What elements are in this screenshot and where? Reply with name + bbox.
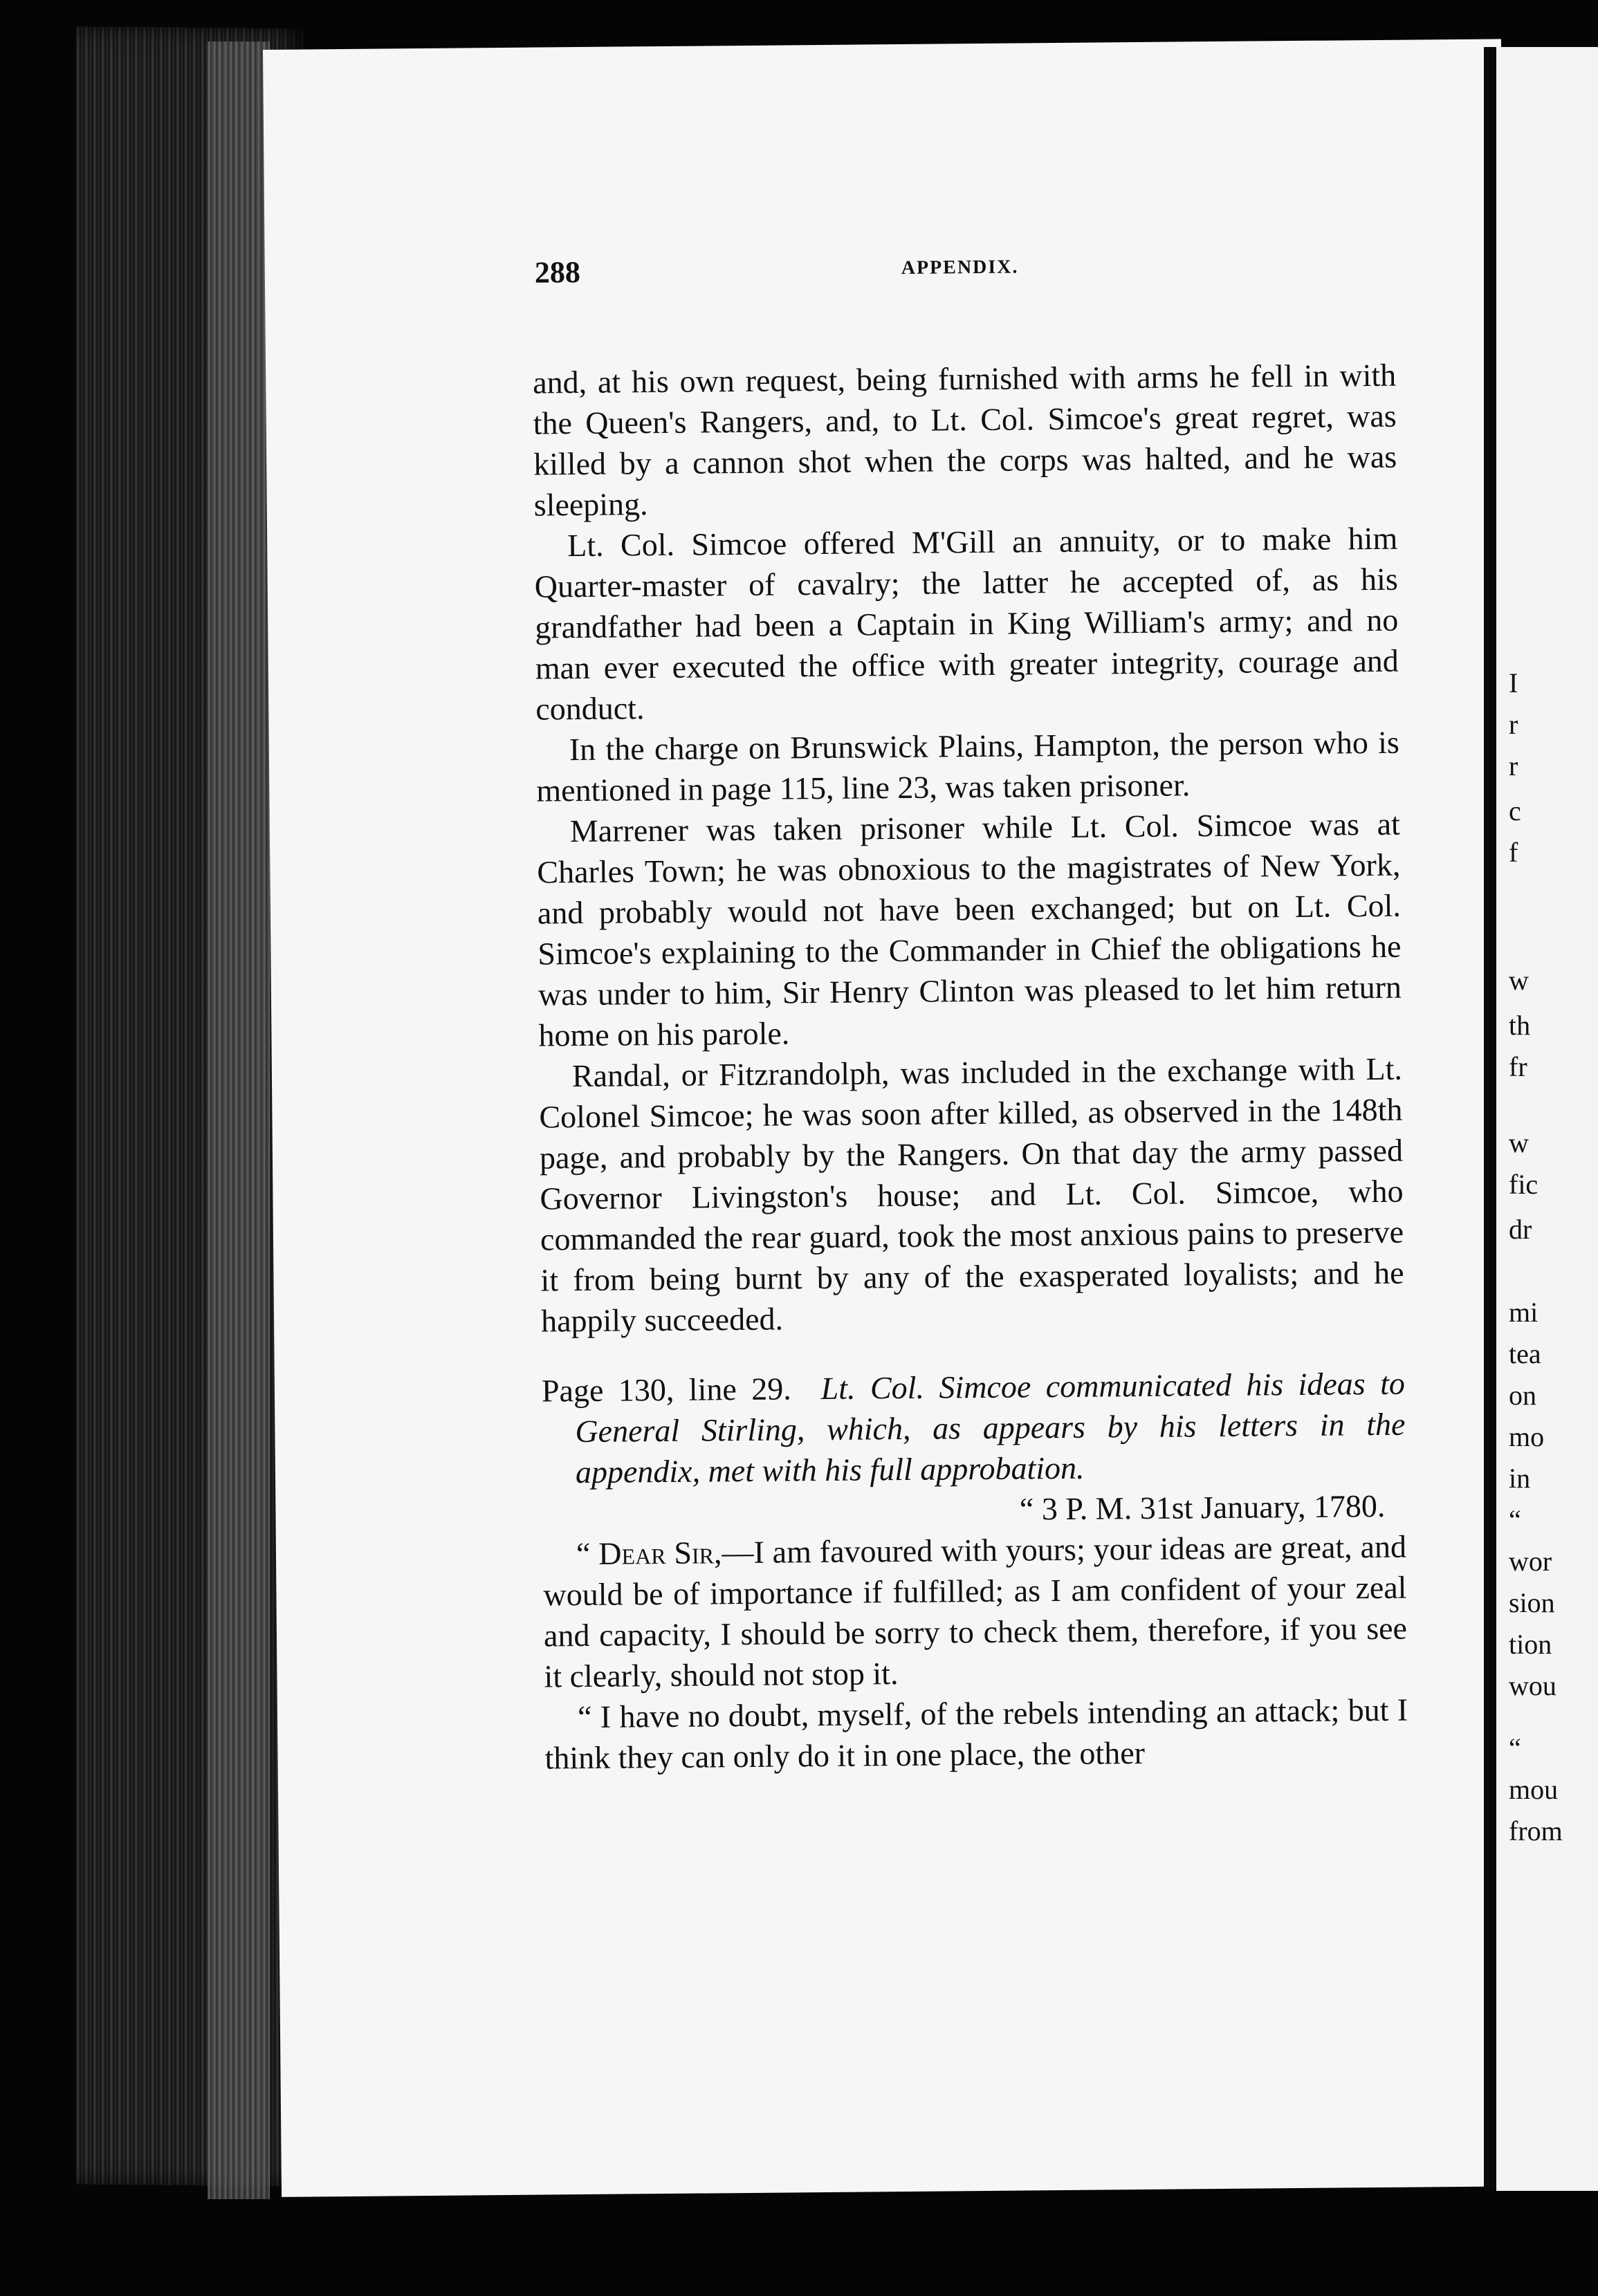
adjacent-page: [1484, 47, 1598, 2191]
note-reference: Page 130, line 29.: [541, 1371, 791, 1409]
letter-paragraph: “ I have no doubt, myself, of the rebels intending an attack; but I think they can only do it in one place, the other: [544, 1692, 1408, 1776]
adjacent-fragment: w: [1509, 1127, 1529, 1158]
paragraph: In the charge on Brunswick Plains, Hampton, the person who is mentioned in page 115, line 23, was taken prisoner.: [536, 724, 1400, 808]
adjacent-fragment: dr: [1509, 1214, 1532, 1245]
adjacent-fragment: from: [1509, 1815, 1563, 1846]
book-edge-pages: [208, 41, 270, 2199]
paragraph: and, at his own request, being furnished with arms he fell in with the Queen's Rangers, and, to Lt. Col. Simcoe's great regret, was killed by a cannon shot when the corps was halted, and he was sleeping.: [532, 357, 1397, 523]
letter-paragraph: [543, 1526, 1408, 1697]
running-head: APPENDIX.: [901, 256, 1019, 279]
page-header: [535, 247, 1420, 296]
letter-date: “ 3 P. M. 31st January, 1780.: [1019, 1488, 1386, 1527]
adjacent-fragment: c: [1509, 795, 1521, 826]
paragraph: Randal, or Fitzrandolph, was included in the exchange with Lt. Colonel Simcoe; he was soon after killed, as observed in the 148th page, and probably by the Rangers. On that day the army passed Governor Livingston's house; and Lt. Col. Simcoe, who commanded the rear guard, took the most anxious pains to preserve it from being burnt by any of the exasperated loyalists; and he happily succeeded.: [539, 1050, 1404, 1339]
adjacent-fragment: mou: [1509, 1774, 1559, 1805]
adjacent-fragment: I: [1509, 667, 1518, 698]
adjacent-fragment: fic: [1509, 1169, 1539, 1200]
page-number: 288: [534, 255, 581, 290]
paragraph: Lt. Col. Simcoe offered M'Gill an annuity, or to make him Quarter-master of cavalry; the latter he accepted of, as his grandfather had been a Captain in King William's army; and no man ever executed the office with greater integrity, courage and conduct.: [534, 520, 1399, 727]
salutation: Dear Sir,: [598, 1535, 722, 1571]
adjacent-fragment: f: [1509, 837, 1518, 868]
opening-quote: “: [576, 1535, 599, 1572]
adjacent-fragment: tea: [1509, 1338, 1541, 1369]
paragraph: Marrener was taken prisoner while Lt. Col. Simcoe was at Charles Town; he was obnoxious to the magistrates of New York, and probably would not have been exchanged; but on Lt. Col. Simcoe's explaining to the Commander in Chief the obligations he was under to him, Sir Henry Clinton was pleased to let him return home on his parole.: [537, 806, 1402, 1053]
adjacent-fragment: wor: [1509, 1546, 1552, 1577]
adjacent-fragment: mi: [1509, 1297, 1539, 1328]
adjacent-fragment: sion: [1509, 1587, 1555, 1618]
adjacent-fragment: in: [1509, 1463, 1531, 1494]
adjacent-fragment: fr: [1509, 1051, 1527, 1082]
adjacent-fragment: th: [1509, 1010, 1531, 1041]
adjacent-fragment: r: [1509, 709, 1518, 740]
adjacent-fragment: tion: [1509, 1629, 1552, 1660]
note-text: Lt. Col. Simcoe communicated his ideas to General Stirling, which, as appears by his letters in the appendix, met with his full approbation.: [575, 1365, 1406, 1490]
adjacent-fragment: w: [1509, 965, 1529, 996]
adjacent-fragment: mo: [1509, 1421, 1545, 1452]
adjacent-fragment: wou: [1509, 1670, 1556, 1701]
adjacent-fragment: on: [1509, 1380, 1536, 1411]
adjacent-fragment: r: [1509, 750, 1518, 781]
page-note: [542, 1363, 1406, 1493]
adjacent-fragment: “: [1509, 1504, 1521, 1535]
body-text: [533, 355, 1408, 1779]
letter-text: —I am favoured with yours; your ideas are great, and would be of importance if fulfilled; as I am confident of your zeal and capacity, I should be sorry to check them, therefore, if you see it clearly, should not stop it.: [543, 1528, 1408, 1694]
adjacent-fragment: “: [1509, 1732, 1521, 1763]
book-page: [263, 39, 1520, 2197]
